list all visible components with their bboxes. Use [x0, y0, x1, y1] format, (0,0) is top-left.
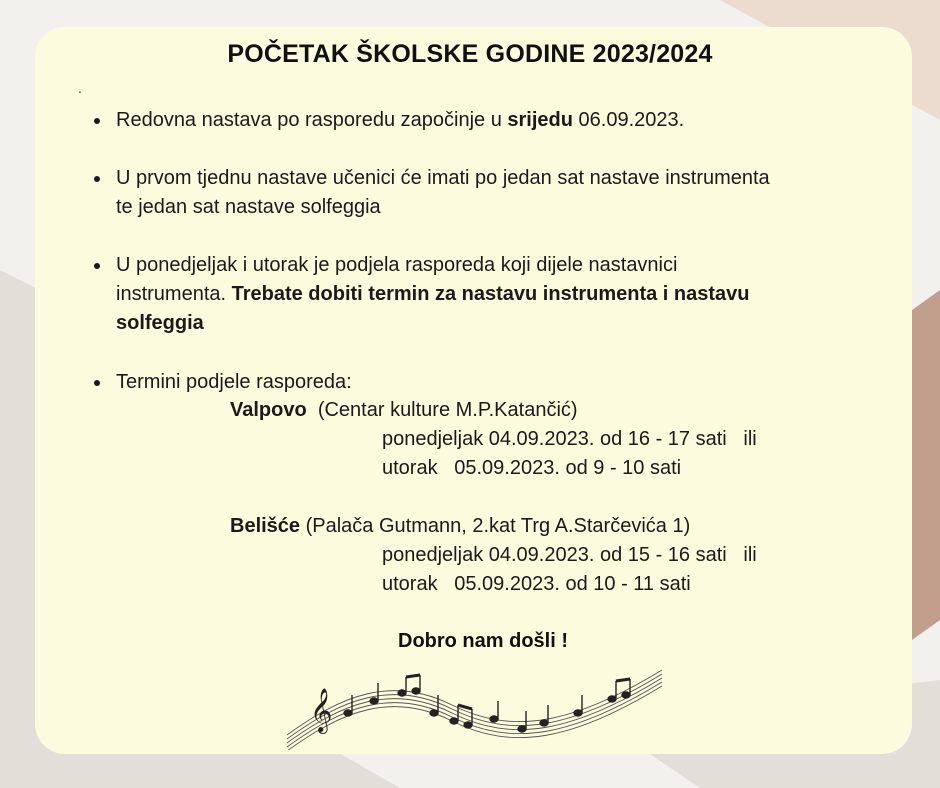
item-3-line-2: instrumenta. Trebate dobiti termin za nastavu instrumenta i nastavu: [116, 283, 750, 305]
belisce-slot-2: utorak 05.09.2023. od 10 - 11 sati: [382, 573, 691, 595]
item-1-text: Redovna nastava po rasporedu započinje u srijedu 06.09.2023.: [116, 109, 685, 131]
item-2-line-2: te jedan sat nastave solfeggia: [116, 196, 381, 218]
item-2-line-1: U prvom tjednu nastave učenici će imati po jedan sat nastave instrumenta: [116, 167, 770, 189]
valpovo-slot-1: ponedjeljak 04.09.2023. od 16 - 17 sati ili: [382, 428, 757, 450]
svg-text:𝄞: 𝄞: [310, 688, 333, 732]
item-1-bold: srijedu: [507, 109, 573, 131]
item-3-line-1: U ponedjeljak i utorak je podjela rasporeda koji dijele nastavnici: [116, 254, 678, 276]
location-valpovo: Valpovo (Centar kulture M.P.Katančić): [230, 399, 578, 421]
bullet-3: [94, 263, 100, 269]
page-title: POČETAK ŠKOLSKE GODINE 2023/2024: [227, 40, 713, 68]
location-belisce: Belišće (Palača Gutmann, 2.kat Trg A.Starčevića 1): [230, 515, 691, 537]
stray-dot: .: [78, 80, 82, 96]
bullet-2: [94, 176, 100, 182]
bullet-1: [94, 118, 100, 124]
valpovo-slot-2: utorak 05.09.2023. od 9 - 10 sati: [382, 457, 682, 479]
music-notes-icon: [282, 665, 667, 750]
belisce-slot-1: ponedjeljak 04.09.2023. od 15 - 16 sati ili: [382, 544, 757, 566]
item-4-text: Termini podjele rasporeda:: [116, 371, 352, 393]
welcome-text: Dobro nam došli !: [398, 630, 568, 652]
item-3-line-3: solfeggia: [116, 312, 204, 334]
bullet-4: [94, 380, 100, 386]
